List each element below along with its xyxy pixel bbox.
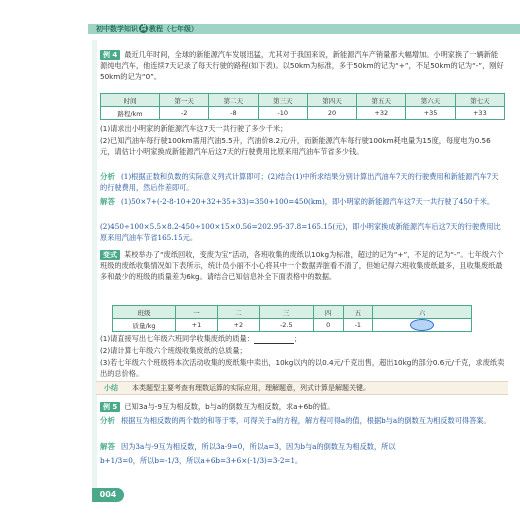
solution-label: 解答 bbox=[100, 442, 115, 451]
summary-text: 本类题型主要考查有理数运算的实际应用，理解题意，列式计算是解题关键。 bbox=[132, 384, 370, 392]
smudged-cell bbox=[373, 319, 472, 332]
table-row: 路程/km -2 -8 -10 20 +32 +35 +33 bbox=[101, 107, 505, 120]
example4-table bbox=[100, 93, 505, 120]
smudge-mark bbox=[410, 319, 434, 331]
example5-tag: 例 5 bbox=[100, 402, 120, 412]
example4-analysis: 分析 (1)根据正数和负数的实际意义列式计算即可；(2)结合(1)中所求结果分别计算出汽油车7天的行驶费用和新能源汽车7天的行驶费用，然后作差即可。 bbox=[100, 172, 499, 192]
variant-question-3: (3)若七年级六个班级将本次活动收集的废纸集中卖出，10kg以内的以0.4元/千克出售，超出10kg的部分0.6元/千克，求废纸卖出的总价格。 bbox=[100, 358, 505, 378]
header-title: 初中数学知识 点 教程（七年级） bbox=[96, 25, 198, 33]
solution-label: 解答 bbox=[100, 197, 115, 206]
summary-label: 小结 bbox=[104, 384, 118, 392]
answer-blank[interactable] bbox=[254, 335, 294, 344]
example4-question-2: (2)已知汽油车每行驶100km需用汽油5.5升，汽油价8.2元/升，而新能源汽车每行驶100km耗电量为15度，每度电为0.56元，请估计小明家换成新能源汽车后这7天的行驶费用比原来用汽油车节省多少钱。 bbox=[100, 136, 491, 156]
example4-solution-1: 解答 (1)50×7+(-2-8-10+20+32+35+33)=350+100=450(km)，即小明家的新能源汽车这7天一共行驶了450千米。 bbox=[100, 197, 495, 206]
example5-solution: 解答 因为3a与-9互为相反数，所以3a-9=0，所以a=3，因为b与a的倒数互为相反数，所以 bbox=[100, 442, 396, 451]
example4-solution-2: (2)450÷100×5.5×8.2-450÷100×15×0.56=202.95-37.8=165.15(元)，即小明家换成新能源汽车后这7天的行驶费用比原来用汽油车节省165.15元。 bbox=[100, 222, 501, 242]
analysis-label: 分析 bbox=[100, 416, 115, 425]
analysis-label: 分析 bbox=[100, 172, 115, 181]
variant-text: 变式 某校举办了“废纸回收，变废为宝”活动，各班收集的废纸以10kg为标准，超过的记为“+”，不足的记为“-”。七年级六个班级的废纸收集情况如下表所示，统计员小丽不小心将其中一个数据弄脏看不清了，但她记得六班收集废纸最多，且收集废纸最多和最少的班级的质量差为6kg。请结合已知信息补全下面表格中的数据。 bbox=[100, 250, 504, 281]
page-header bbox=[0, 0, 520, 40]
variant-table bbox=[112, 305, 472, 332]
variant-question-2: (2)请计算七年级六个班级收集废纸的总质量； bbox=[100, 346, 247, 355]
example5-solution-2: b+1/3=0，所以b=-1/3，所以a+6b=3+6×(-1/3)=3-2=1。 bbox=[100, 456, 303, 465]
example5-text: 例 5 已知3a与-9互为相反数，b与a的倒数互为相反数，求a+6b的值。 bbox=[100, 401, 505, 412]
table-header-row: 班级 一 二 三 四 五 六 bbox=[113, 306, 472, 319]
header-badge: 点 bbox=[140, 25, 147, 32]
table-row: 质量/kg +1 +2 -2.5 0 -1 bbox=[113, 319, 472, 332]
summary-box bbox=[96, 381, 508, 395]
page-number: 004 bbox=[92, 488, 124, 502]
example4-tag: 例 4 bbox=[100, 50, 120, 60]
variant-question-1: (1)请直接写出七年级六班同学收集废纸的质量： ； bbox=[100, 334, 302, 343]
table-header-row: 时间 第一天 第二天 第三天 第四天 第五天 第六天 第七天 bbox=[101, 94, 505, 107]
left-margin-strip bbox=[92, 40, 97, 488]
example5-analysis: 分析 根据互为相反数的两个数的和等于零，可得关于a的方程，解方程可得a的值，根据b与a的倒数互为相反数可得答案。 bbox=[100, 416, 491, 425]
variant-tag: 变式 bbox=[100, 250, 120, 260]
example4-text: 例 4 最近几年时间，全球的新能源汽车发展迅猛，尤其对于我国来说，新能源汽车产销量都大幅增加。小明家换了一辆新能源纯电汽车，他连续7天记录了每天行驶的路程(如下表)。以50km为标准，多于50km的记为“+”，不足50km的记为“-”，刚好50km的记为“0”。 bbox=[100, 50, 504, 81]
example4-question-1: (1)请求出小明家的新能源汽车这7天一共行驶了多少千米； bbox=[100, 124, 288, 133]
